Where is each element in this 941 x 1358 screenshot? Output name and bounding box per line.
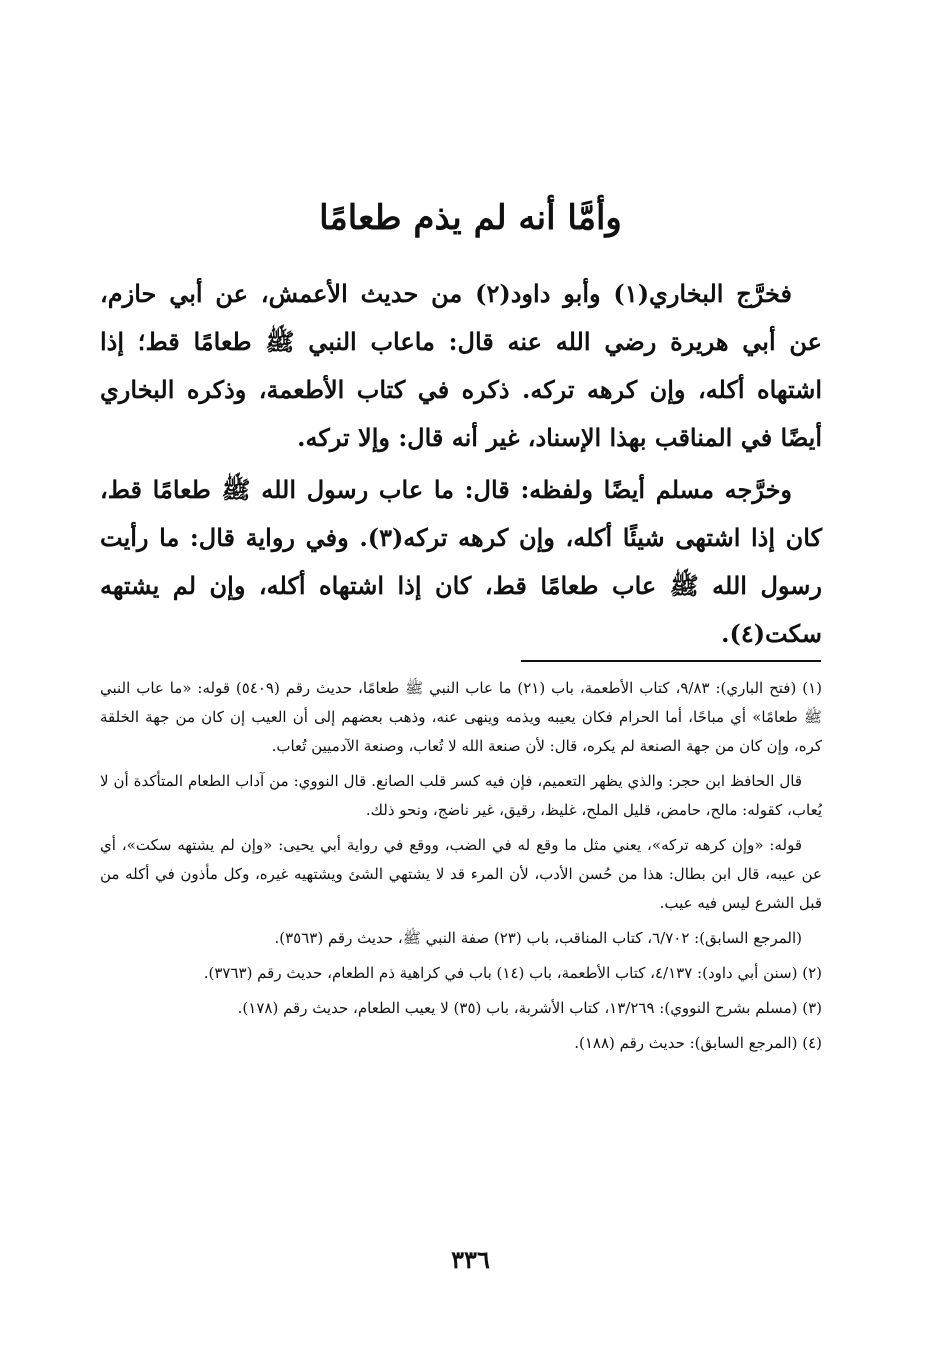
footnote: (٤) (المرجع السابق): حديث رقم (١٨٨). [574, 1034, 822, 1052]
footnote-continuation: قال الحافظ ابن حجر: والذي يظهر التعميم، فإن فيه كسر قلب الصانع. قال النووي: من آداب الطعام المتأكدة أن لا يُعاب، كقوله: مالح، حامض، قليل الملح، غليظ، رقيق، غير ناضج، ونحو ذلك. [100, 772, 822, 819]
page-number: ٣٣٦ [451, 1245, 490, 1274]
footnote-divider [521, 660, 821, 662]
paragraph: فخرَّج البخاري(١) وأبو داود(٢) من حديث الأعمش، عن أبي حازم، عن أبي هريرة رضي الله عنه قال: ماعاب النبي ﷺ طعامًا قط؛ إذا اشتهاه أكله، وإن كرهه تركه. ذكره في كتاب الأطعمة، وذكره البخاري أيضًا في المناقب بهذا الإسناد، غير أنه قال: وإلا تركه. [100, 279, 822, 452]
footnotes [100, 674, 822, 1064]
footnote-continuation: (المرجع السابق): ٦/٧٠٢، كتاب المناقب، باب (٢٣) صفة النبي ﷺ، حديث رقم (٣٥٦٣). [274, 929, 802, 947]
paragraph: وخرَّجه مسلم أيضًا ولفظه: قال: ما عاب رسول الله ﷺ طعامًا قط، كان إذا اشتهى شيئًا أكله، وإن كرهه تركه(٣). وفي رواية قال: ما رأيت رسول الله ﷺ عاب طعامًا قط، كان إذا اشتهاه أكله، وإن لم يشتهه سكت(٤). [100, 475, 823, 648]
main-text [100, 270, 822, 662]
chapter-heading: وأمَّا أنه لم يذم طعامًا [319, 198, 622, 238]
footnote: (٣) (مسلم بشرح النووي): ١٣/٢٦٩، كتاب الأشربة، باب (٣٥) لا يعيب الطعام، حديث رقم (١٧٨). [237, 999, 822, 1017]
footnote: (١) (فتح الباري): ٩/٨٣، كتاب الأطعمة، باب (٢١) ما عاب النبي ﷺ طعامًا، حديث رقم (٥٤٠٩) قوله: «ما عاب النبي ﷺ طعامًا» أي مباحًا، أما الحرام فكان يعيبه ويذمه وينهى عنه، وذهب بعضهم إلى أن العيب إن كان من جهة الخلقة كره، وإن كان من جهة الصنعة لم يكره، قال: لأن صنعة الله لا تُعاب، وصنعة الآدميين تُعاب. [100, 679, 822, 755]
footnote-continuation: قوله: «وإن كرهه تركه»، يعني مثل ما وقع له في الضب، ووقع في رواية أبي يحيى: «وإن لم يشتهه سكت»، أي عن عيبه، قال ابن بطال: هذا من حُسن الأدب، لأن المرء قد لا يشتهي الشئ ويشتهيه غيره، وكل مأذون في أكله من قبل الشرع ليس فيه عيب. [100, 836, 822, 912]
footnote: (٢) (سنن أبي داود): ٤/١٣٧، كتاب الأطعمة، باب (١٤) باب في كراهية ذم الطعام، حديث رقم (٣٧٦٣). [203, 964, 822, 982]
